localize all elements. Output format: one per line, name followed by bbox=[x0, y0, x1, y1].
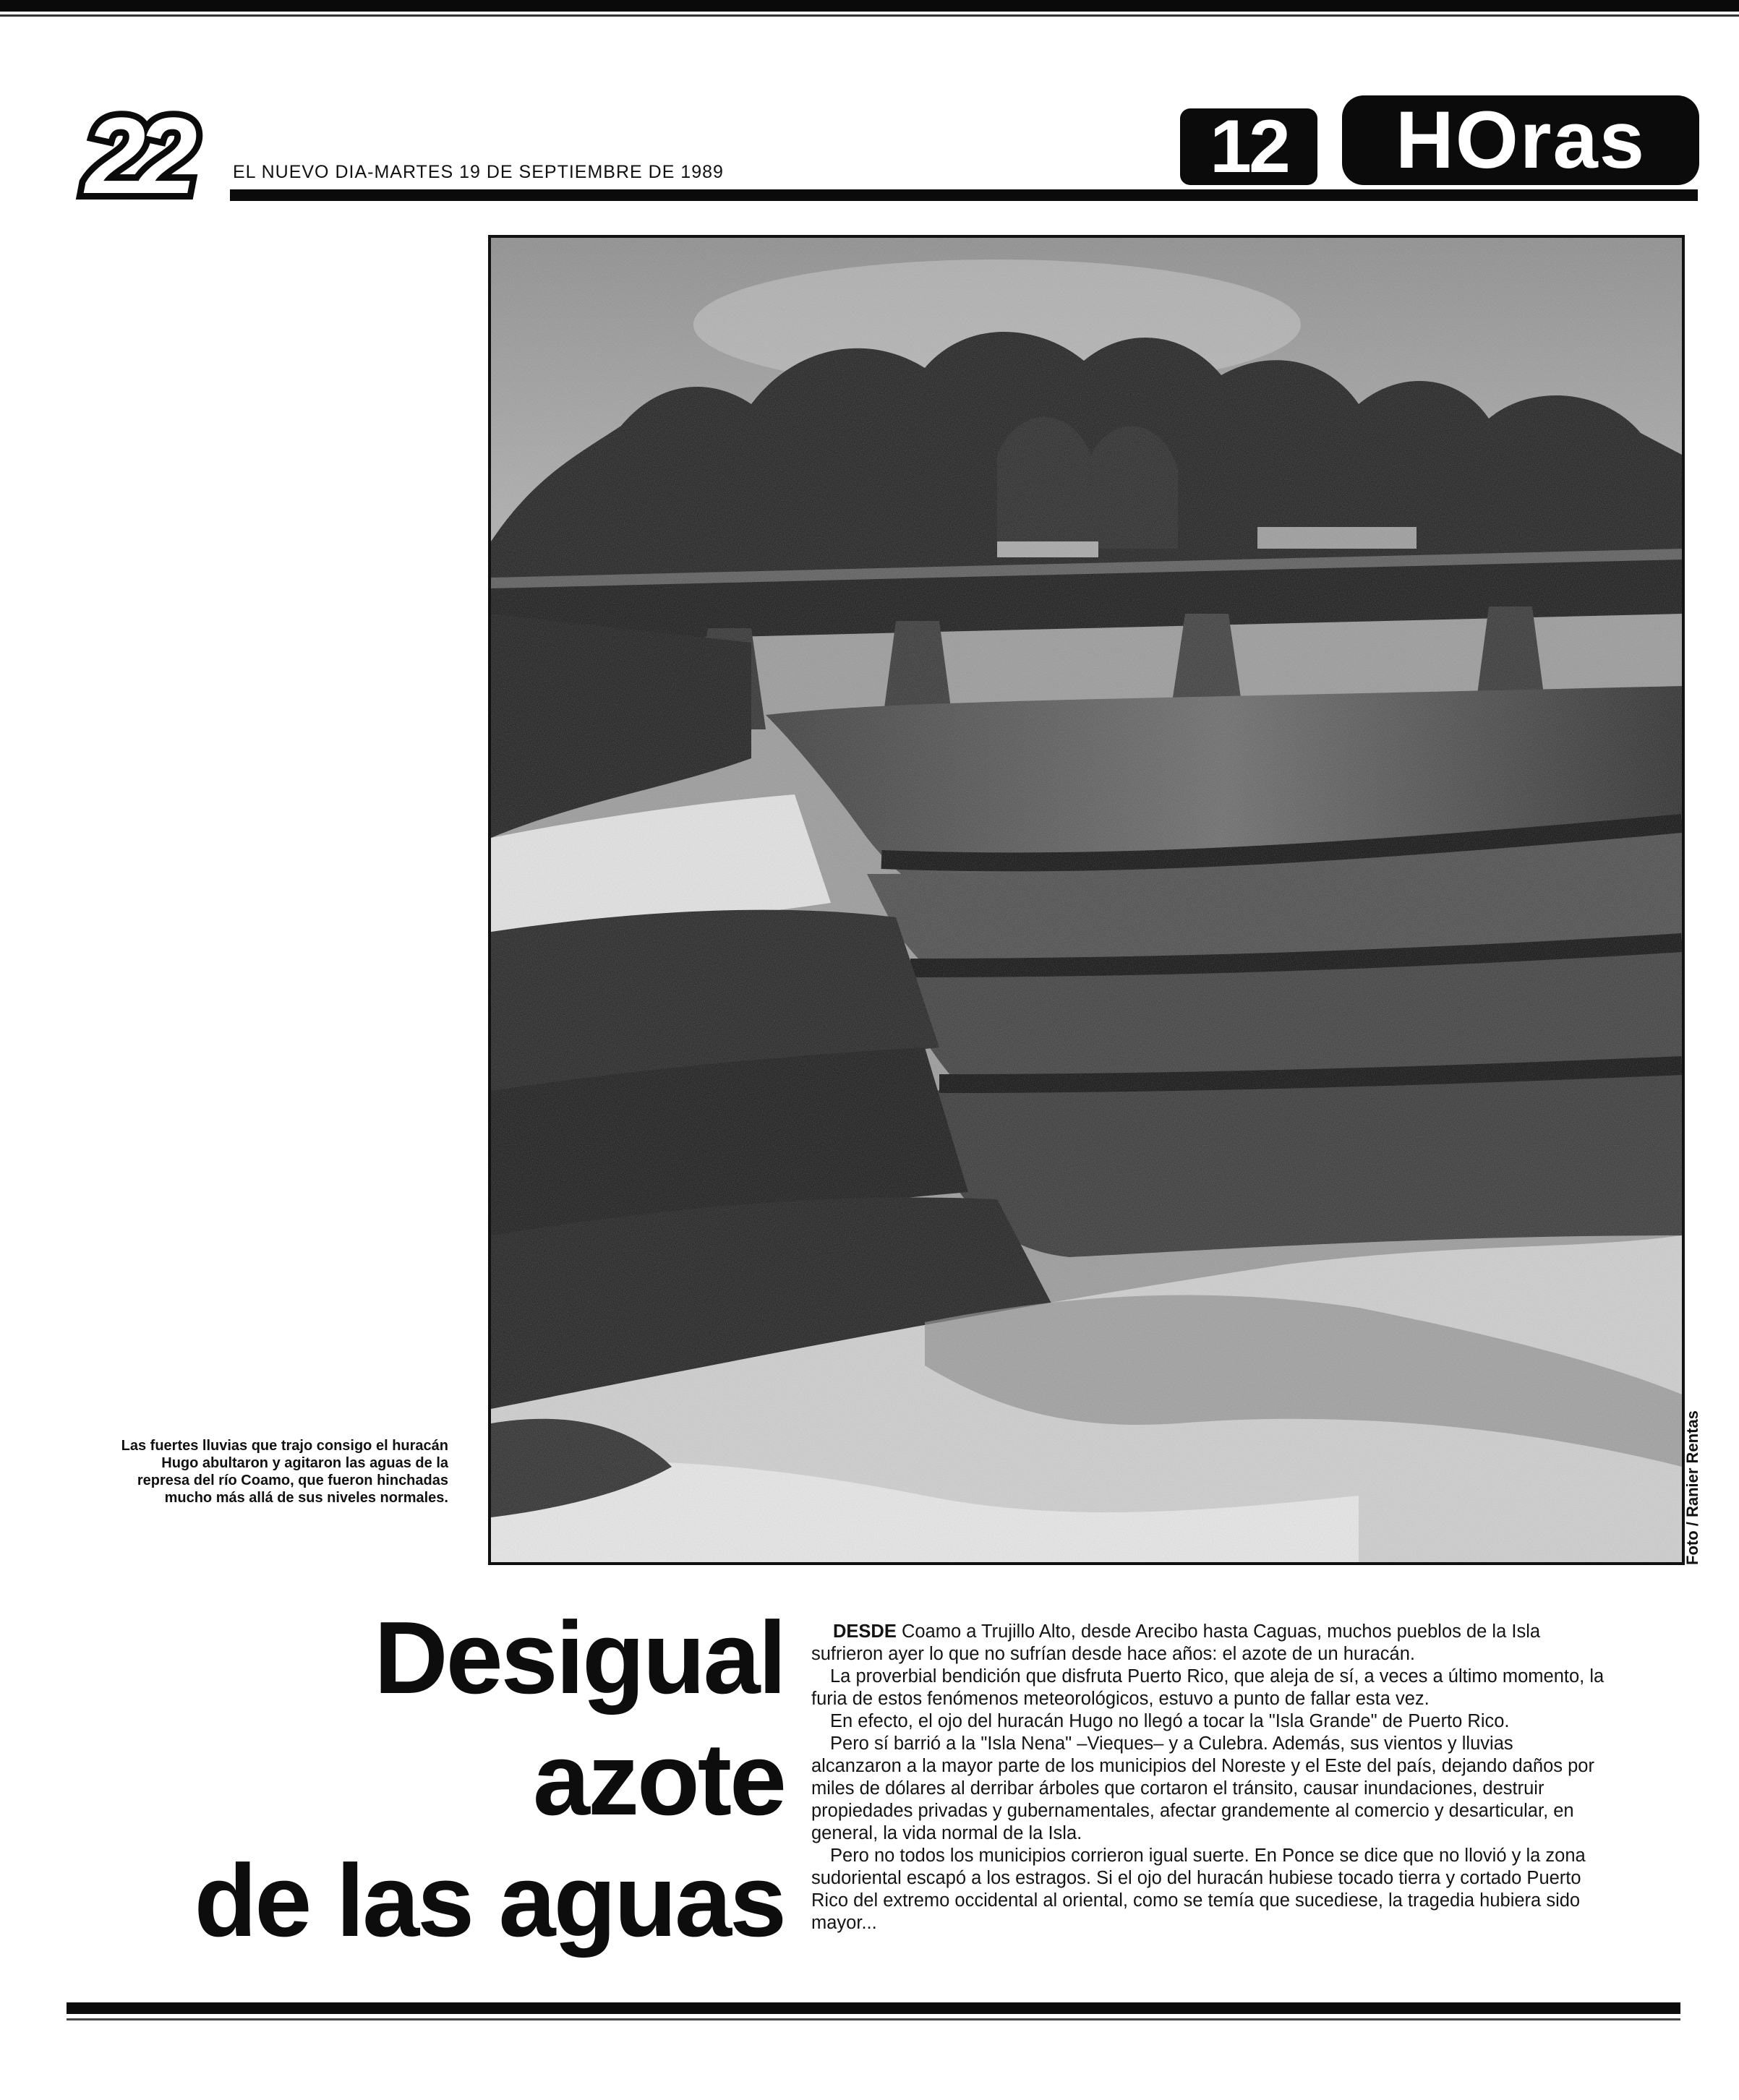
page-number: 22 bbox=[85, 95, 189, 216]
section-logo-number: 12 bbox=[1180, 108, 1317, 185]
article-paragraph-2: La proverbial bendición que disfruta Puerto Rico, que aleja de sí, a veces a último momento, la furia de estos fenómenos meteorológicos, estuvo a punto de fallar esta vez. bbox=[811, 1666, 1605, 1709]
section-logo-word: HOras bbox=[1342, 95, 1699, 185]
article-paragraph-3: En efecto, el ojo del huracán Hugo no llegó a tocar la "Isla Grande" de Puerto Rico. bbox=[830, 1711, 1510, 1731]
article-lead-word: DESDE bbox=[833, 1621, 897, 1642]
dam-photo-illustration bbox=[491, 238, 1682, 1562]
article-body bbox=[811, 1621, 1607, 1934]
bottom-rule-thin bbox=[67, 2018, 1680, 2020]
dateline: EL NUEVO DIA-MARTES 19 DE SEPTIEMBRE DE 1989 bbox=[233, 162, 724, 182]
top-border-rule bbox=[0, 0, 1739, 12]
header-rule bbox=[230, 189, 1698, 201]
headline-line-1: Desigual bbox=[374, 1600, 785, 1715]
article-paragraph-1-text: Coamo a Trujillo Alto, desde Arecibo hasta Caguas, muchos pueblos de la Isla sufrieron ayer lo que no sufrían desde hace años: el azote de un huracán. bbox=[811, 1621, 1541, 1664]
headline bbox=[116, 1598, 785, 1962]
section-logo bbox=[1180, 95, 1699, 189]
article-paragraph-4: Pero sí barrió a la "Isla Nena" –Vieques– y a Culebra. Además, sus vientos y lluvias alcanzaron a la mayor parte de los municipios del Noreste y el Este del país, dejando daños por miles de dólares al derribar árboles que cortaron el tránsito, causar inundaciones, destruir propiedades privadas y gubernamentales, afectar grandemente al comercio y desarticular, en general, la vida normal de la Isla. bbox=[811, 1733, 1594, 1843]
headline-line-2: azote bbox=[533, 1722, 785, 1837]
dam-photo bbox=[488, 235, 1685, 1565]
photo-credit: Foto / Ranier Rentas bbox=[1683, 1410, 1701, 1565]
headline-line-3: de las aguas bbox=[194, 1843, 785, 1958]
photo-caption: Las fuertes lluvias que trajo consigo el huracán Hugo abultaron y agitaron las aguas de la represa del río Coamo, que fueron hinchadas mucho más allá de sus niveles normales. bbox=[121, 1438, 448, 1506]
article-paragraph-1 bbox=[811, 1621, 1607, 1666]
top-border-rule-thin bbox=[0, 14, 1739, 17]
bottom-rule bbox=[67, 2002, 1680, 2014]
article-paragraph-5: Pero no todos los municipios corrieron igual suerte. En Ponce se dice que no llovió y la zona sudoriental escapó a los estragos. Si el ojo del huracán hubiese tocado tierra y cortado Puerto Rico del extremo occidental al oriental, como se temía que sucediese, la tragedia hubiera sido mayor... bbox=[811, 1846, 1586, 1933]
